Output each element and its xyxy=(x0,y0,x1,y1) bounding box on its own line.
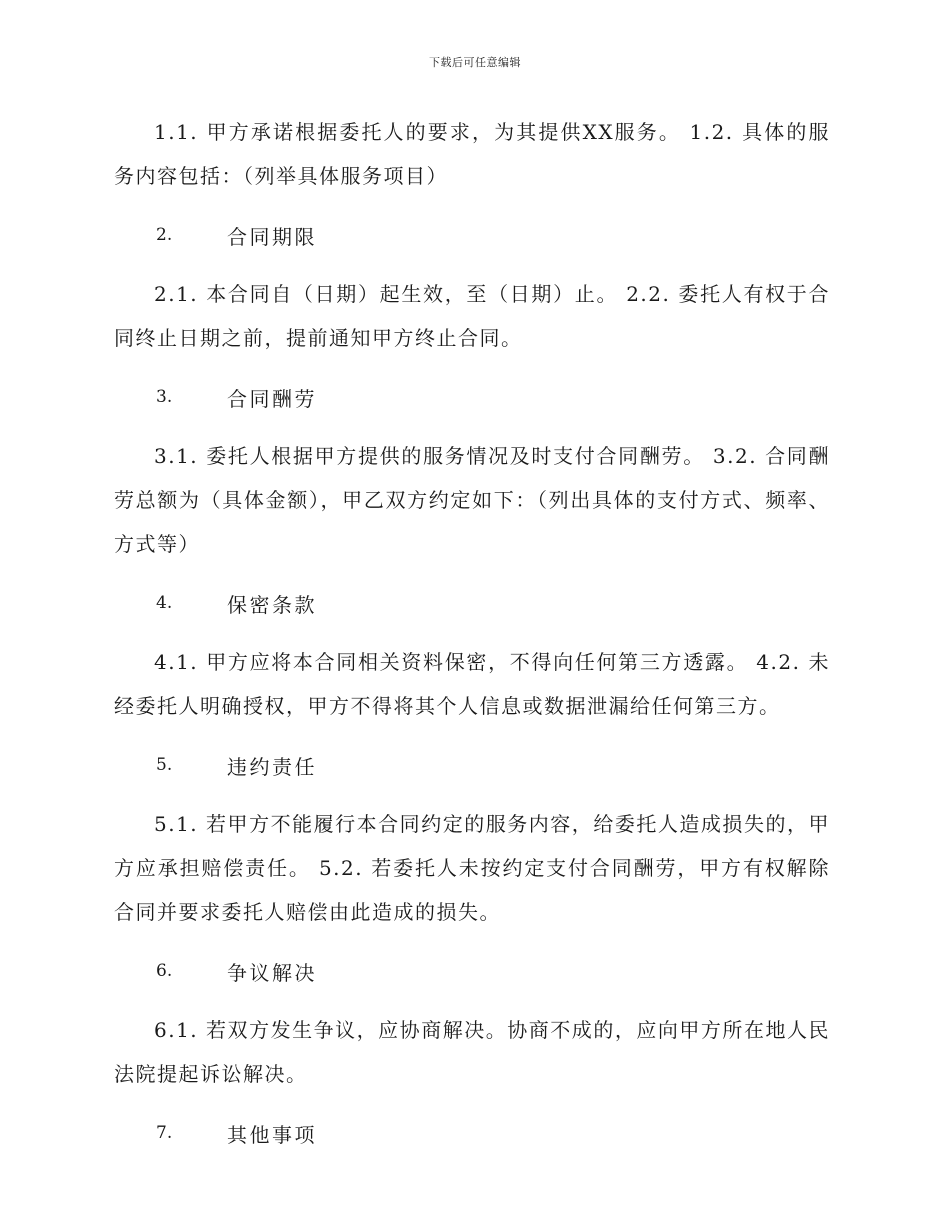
section-number: 4. xyxy=(156,593,173,613)
page-header: 下载后可任意编辑 xyxy=(429,56,521,69)
section-heading-6 xyxy=(114,949,830,993)
clause-1-paragraph: 1.1. 甲方承诺根据委托人的要求，为其提供XX服务。 1.2. 具体的服务内容包括：（列举具体服务项目） xyxy=(114,120,830,188)
section-heading-7 xyxy=(114,1111,830,1155)
section-heading-5 xyxy=(114,743,830,787)
section-title: 其他事项 xyxy=(227,1122,317,1147)
section-number: 2. xyxy=(156,225,173,245)
section-heading-3 xyxy=(114,375,830,419)
section-title: 保密条款 xyxy=(227,592,317,617)
section-number: 5. xyxy=(156,755,173,775)
clause-2-paragraph: 2.1. 本合同自（日期）起生效，至（日期）止。 2.2. 委托人有权于合同终止日期之前，提前通知甲方终止合同。 xyxy=(114,282,830,350)
section-number: 7. xyxy=(156,1123,173,1143)
section-title: 合同期限 xyxy=(227,224,317,249)
clause-4-paragraph: 4.1. 甲方应将本合同相关资料保密，不得向任何第三方透露。 4.2. 未经委托人明确授权，甲方不得将其个人信息或数据泄漏给任何第三方。 xyxy=(114,650,830,718)
section-number: 6. xyxy=(156,961,173,981)
document-body xyxy=(114,110,830,1170)
clause-3-paragraph: 3.1. 委托人根据甲方提供的服务情况及时支付合同酬劳。 3.2. 合同酬劳总额为（具体金额），甲乙双方约定如下：（列出具体的支付方式、频率、方式等） xyxy=(114,444,830,556)
clause-6-paragraph: 6.1. 若双方发生争议，应协商解决。协商不成的，应向甲方所在地人民法院提起诉讼解决。 xyxy=(114,1018,830,1086)
section-heading-2 xyxy=(114,213,830,257)
section-heading-4 xyxy=(114,581,830,625)
section-title: 争议解决 xyxy=(227,960,317,985)
clause-5-paragraph: 5.1. 若甲方不能履行本合同约定的服务内容，给委托人造成损失的，甲方应承担赔偿责任。 5.2. 若委托人未按约定支付合同酬劳，甲方有权解除合同并要求委托人赔偿由此造成的损失。 xyxy=(114,812,830,924)
section-number: 3. xyxy=(156,387,173,407)
section-title: 违约责任 xyxy=(227,754,317,779)
section-title: 合同酬劳 xyxy=(227,386,317,411)
